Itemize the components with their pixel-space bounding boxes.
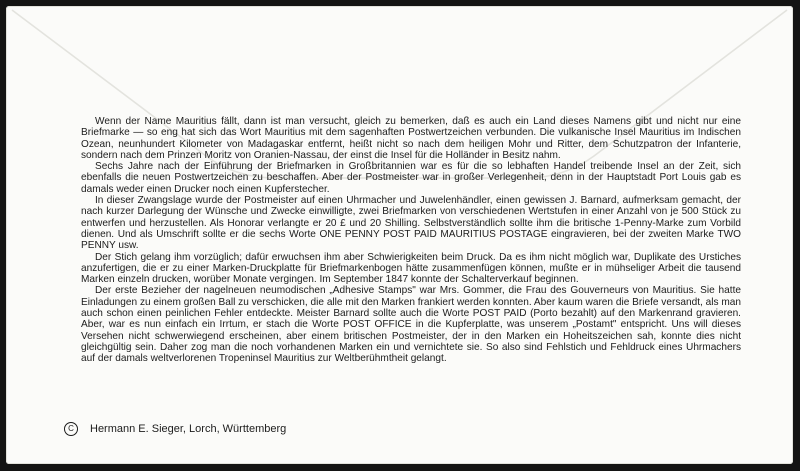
publisher-name: Hermann E. Sieger, Lorch, Württemberg [90, 423, 287, 435]
paragraph-error: Der erste Bezieher der nagelneuen neumodischen „Adhesive Stamps" war Mrs. Gommer, die Frau des Gouverneurs von Mauritius. Sie hatte Einladungen zu einem großen Ball zu verschicken, die alle mit den Marken frankiert werden konnten. Aber kaum waren die Briefe versandt, als man auch schon einen peinlichen Fehler entdeckte. Meister Barnard sollte auch die Worte POST PAID (Porto bezahlt) auf den Markenrand gravieren. Aber, war es nun einfach ein Irrtum, er stach die Worte POST OFFICE in die Kupferplatte, was unserem „Postamt" entspricht. Uns will dieses Versehen nicht schwerwiegend erscheinen, aber einem britischen Postmeister, der in den Marken ein Hoheitszeichen sah, konnte dies nicht gleichgültig sein. Daher zog man die noch vorhandenen Marken ein und vernichtete sie. So also sind Fehlstich und Fehldruck eines Uhrmachers auf der damals weltverlorenen Tropeninsel Mauritius zur Weltberühmtheit gelangt. [81, 285, 741, 365]
paragraph-engraving: Der Stich gelang ihm vorzüglich; dafür erwuchsen ihm aber Schwierigkeiten beim Druck. Da es ihm nicht möglich war, Duplikate des Urstiches anzufertigen, die er zu einer Marken-Druckplatte für Briefmarkenbogen hätte zusammenfügen können, mußte er in mühseliger Arbeit die tausend Marken einzeln drucken, worüber Monate vergingen. Im September 1847 konnte der Schalterverkauf beginnen. [81, 251, 741, 286]
copyright-icon: C [64, 422, 78, 436]
envelope-back [6, 6, 793, 464]
history-text [81, 116, 741, 365]
paragraph-barnard: In dieser Zwangslage wurde der Postmeister auf einen Uhrmacher und Juwelenhändler, einen gewissen J. Barnard, aufmerksam gemacht, der nach kurzer Darlegung der Wünsche und Zwecke einwilligte, zwei Briefmarken von verschiedenen Wertstufen in einer Anzahl von je 500 Stück zu entwerfen und herzustellen. Als Honorar verlangte er 20 £ und 20 Shilling. Selbstverständlich sollte ihm die britische 1-Penny-Marke zum Vorbild dienen. Und als Umschrift sollte er die sechs Worte ONE PENNY POST PAID MAURITIUS POSTAGE eingravieren, bei der zweiten Marke TWO PENNY usw. [81, 195, 741, 252]
paragraph-intro: Wenn der Name Mauritius fällt, dann ist man versucht, gleich zu bemerken, daß es auch ein Land dieses Namens gibt und nicht nur eine Briefmarke — so eng hat sich das Wort Mauritius mit dem sagenhaften Postwertzeichen verbunden. Die vulkanische Insel Mauritius im Indischen Ozean, neunhundert Kilometer von Madagaskar entfernt, heißt nicht so nach dem heiligen Mohr und Ritter, dem Schutzpatron der Infanterie, sondern nach dem Prinzen Moritz von Oranien-Nassau, der einst die Insel für die Holländer in Besitz nahm. [81, 116, 741, 161]
paragraph-postmaster: Sechs Jahre nach der Einführung der Briefmarken in Großbritannien war es für die so lebhaften Handel treibende Insel an der Zeit, sich ebenfalls die neuen Postwertzeichen zu beschaffen. Aber der Postmeister war in großer Verlegenheit, denn in der Hauptstadt Port Louis gab es damals weder einen Drucker noch einen Kupferstecher. [81, 161, 741, 195]
publisher-footer [64, 422, 286, 436]
